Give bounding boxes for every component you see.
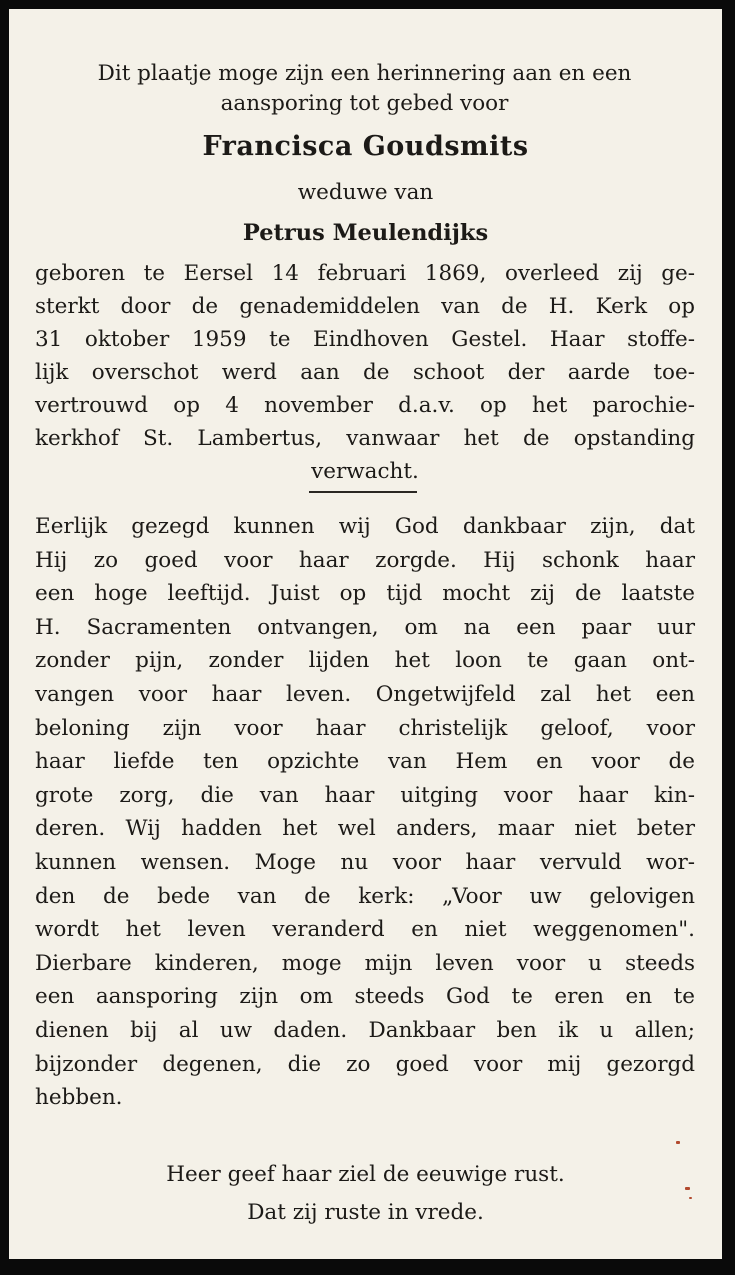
- body-line: dienen bij al uw daden. Dankbaar ben ik u allen;: [35, 1017, 695, 1043]
- body-line: kunnen wensen. Moge nu voor haar vervuld wor-: [35, 849, 695, 875]
- bio-line: sterkt door de genademiddelen van de H. Kerk op: [35, 294, 695, 319]
- body-line: haar liefde ten opzichte van Hem en voor de: [35, 749, 695, 775]
- bio-line: 31 oktober 1959 te Eindhoven Gestel. Haar stoffe-: [35, 327, 695, 352]
- biography-paragraph: [35, 257, 695, 488]
- ink-speck: [689, 1197, 692, 1199]
- intro-line: Dit plaatje moge zijn een herinnering aan en een: [97, 61, 632, 86]
- body-line: den de bede van de kerk: „Voor uw gelovigen: [35, 883, 695, 909]
- body-line: Dierbare kinderen, moge mijn leven voor u steeds: [35, 950, 695, 976]
- bio-line: kerkhof St. Lambertus, vanwaar het de opstanding: [35, 426, 695, 451]
- bio-line: lijk overschot werd aan de schoot der aarde toe-: [35, 360, 695, 385]
- body-line: beloning zijn voor haar christelijk geloof, voor: [35, 715, 695, 741]
- ink-speck: [676, 1141, 680, 1144]
- intro-text: [27, 59, 702, 119]
- intro-line: aansporing tot gebed voor: [220, 91, 509, 116]
- body-line: Hij zo goed voor haar zorgde. Hij schonk haar: [35, 547, 695, 573]
- closing-prayer-line: Heer geef haar ziel de eeuwige rust.: [166, 1162, 565, 1187]
- widow-of-label: weduwe van: [297, 180, 434, 205]
- body-line: hebben.: [35, 1085, 123, 1111]
- memorial-card: [9, 9, 722, 1259]
- body-line: Eerlijk gezegd kunnen wij God dankbaar zijn, dat: [35, 514, 695, 539]
- body-line: een hoge leeftijd. Juist op tijd mocht zij de laatste: [35, 581, 695, 607]
- bio-line: vertrouwd op 4 november d.a.v. op het parochie-: [35, 393, 695, 418]
- body-line: wordt het leven veranderd en niet weggenomen".: [35, 917, 695, 943]
- body-line: een aansporing zijn om steeds God te eren en te: [35, 984, 695, 1010]
- body-line: zonder pijn, zonder lijden het loon te gaan ont-: [35, 648, 695, 674]
- prayer-paragraph: [35, 510, 695, 1115]
- section-divider: [309, 491, 417, 493]
- ink-speck: [685, 1187, 690, 1190]
- body-line: deren. Wij hadden het wel anders, maar niet beter: [35, 816, 695, 842]
- deceased-name: Francisca Goudsmits: [202, 131, 529, 162]
- bio-line: verwacht.: [311, 459, 419, 484]
- closing-prayer-line: Dat zij ruste in vrede.: [247, 1200, 484, 1225]
- body-line: vangen voor haar leven. Ongetwijfeld zal het een: [35, 681, 695, 707]
- body-line: grote zorg, die van haar uitging voor haar kin-: [35, 782, 695, 808]
- husband-name: Petrus Meulendijks: [242, 220, 489, 246]
- body-line: H. Sacramenten ontvangen, om na een paar uur: [35, 614, 695, 640]
- bio-line: geboren te Eersel 14 februari 1869, overleed zij ge-: [35, 261, 695, 286]
- body-line: bijzonder degenen, die zo goed voor mij gezorgd: [35, 1051, 695, 1077]
